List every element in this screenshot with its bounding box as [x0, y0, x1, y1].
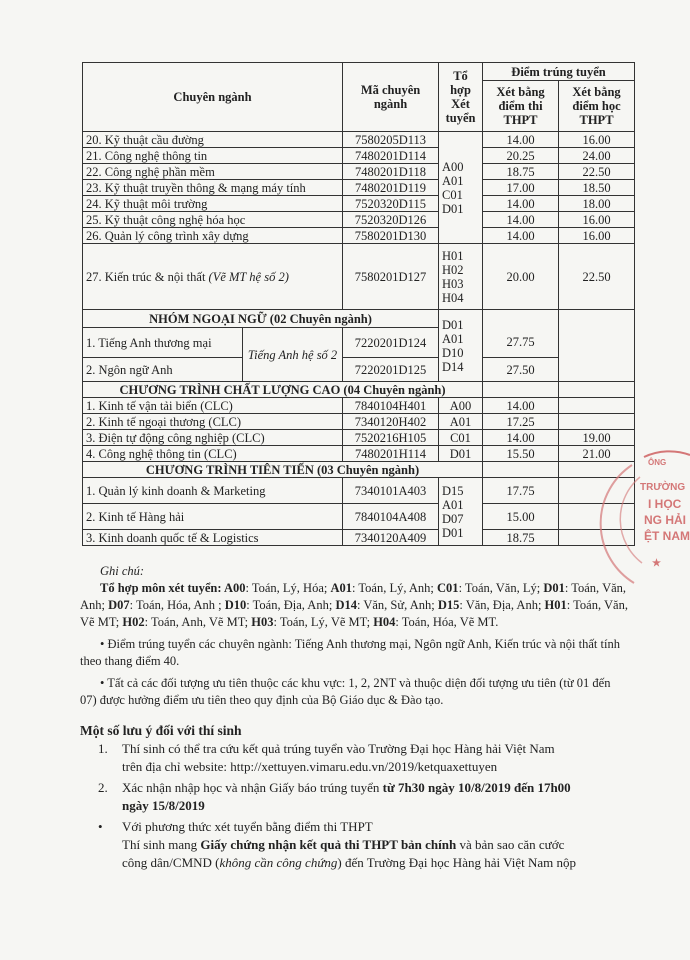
- score-hoc: 19.00: [559, 430, 635, 446]
- major-name: 25. Kỹ thuật công nghệ hóa học: [83, 212, 343, 228]
- major-code: 7480201D114: [343, 148, 439, 164]
- major-code: 7580205D113: [343, 132, 439, 148]
- item-italic-text: không cần công chứng: [219, 855, 338, 870]
- score-hoc: 18.50: [559, 180, 635, 196]
- combo-value: : Toán, Lý, Anh;: [352, 581, 438, 595]
- combo-cell: [439, 244, 483, 310]
- score-thi: 18.75: [483, 530, 559, 546]
- note-bullet: • Tất cả các đối tượng ưu tiên thuộc các khu vực: 1, 2, 2NT và thuộc diện đối tượng ưu tiên (từ 01 đến 07) được hưởng điểm ưu tiên theo quy định của Bộ Giáo dục & Đào tạo.: [80, 676, 611, 707]
- combo-key: D15: [437, 598, 460, 612]
- major-name: 2. Ngôn ngữ Anh: [83, 358, 243, 382]
- bullet: •: [98, 819, 103, 834]
- combo-code: H03: [442, 276, 464, 291]
- major-code: 7840104H401: [343, 398, 439, 414]
- item-text: công dân/CMND (: [122, 855, 220, 870]
- item-text: và bản sao căn cước: [456, 837, 565, 852]
- major-name: 20. Kỹ thuật cầu đường: [83, 132, 343, 148]
- group-heading-clc: CHƯƠNG TRÌNH CHẤT LƯỢNG CAO (04 Chuyên ngành): [83, 382, 483, 398]
- score-thi: 14.00: [483, 228, 559, 244]
- combo-code: D14: [442, 359, 464, 374]
- score-thi: 20.25: [483, 148, 559, 164]
- combo-code: H01: [442, 248, 464, 263]
- note-bullet: • Điểm trúng tuyển các chuyên ngành: Tiếng Anh thương mại, Ngôn ngữ Anh, Kiến trúc và nội thất tính theo thang điểm 40.: [80, 637, 620, 668]
- combo-code: C01: [439, 430, 483, 446]
- major-code: 7220201D125: [343, 358, 439, 382]
- item-bold-text: từ 7h30 ngày 10/8/2019 đến 17h00: [382, 780, 571, 795]
- list-item: [80, 779, 640, 815]
- score-hoc: 18.00: [559, 196, 635, 212]
- header-combo: Tổ hợp Xét tuyển: [439, 63, 483, 132]
- combo-code: D01: [442, 525, 464, 540]
- score-hoc: 21.00: [559, 446, 635, 462]
- score-thi: 15.00: [483, 504, 559, 530]
- language-note: Tiếng Anh hệ số 2: [243, 328, 343, 382]
- score-thi: 14.00: [483, 132, 559, 148]
- combo-cell: [439, 132, 483, 244]
- item-bold-text: Giấy chứng nhận kết quả thi THPT bản chính: [200, 837, 457, 852]
- major-name: 1. Quản lý kinh doanh & Marketing: [83, 478, 343, 504]
- major-code: 7520216H105: [343, 430, 439, 446]
- star-icon: ★: [652, 558, 661, 569]
- score-thi: 20.00: [483, 244, 559, 310]
- combo-key: D10: [224, 598, 247, 612]
- major-name: 23. Kỹ thuật truyền thông & mạng máy tính: [83, 180, 343, 196]
- item-text: Thí sinh có thể tra cứu kết quả trúng tuyển vào Trường Đại học Hàng hải Việt Nam: [122, 741, 555, 756]
- header-score-thi: Xét bằng điểm thi THPT: [483, 81, 559, 132]
- score-thi: 27.75: [483, 328, 559, 358]
- notes-section: [80, 563, 630, 709]
- major-code: 7220201D124: [343, 328, 439, 358]
- major-name: 4. Công nghệ thông tin (CLC): [83, 446, 343, 462]
- combo-value: : Văn, Địa, Anh;: [459, 598, 545, 612]
- combo-code: A01: [442, 173, 464, 188]
- major-name: 2. Kinh tế ngoại thương (CLC): [83, 414, 343, 430]
- combo-code: D07: [442, 511, 464, 526]
- combo-key: C01: [437, 581, 459, 595]
- combo-value: : Toán, Hóa, Anh ;: [129, 598, 225, 612]
- score-hoc: 16.00: [559, 212, 635, 228]
- combo-key: D01: [543, 581, 565, 595]
- major-name: [83, 244, 343, 310]
- score-hoc: 16.00: [559, 132, 635, 148]
- list-item: [80, 740, 640, 776]
- combo-value: : Toán, Lý, Hóa;: [245, 581, 331, 595]
- combo-code: A00: [439, 398, 483, 414]
- header-major: Chuyên ngành: [83, 63, 343, 132]
- score-thi: 17.00: [483, 180, 559, 196]
- major-name: 26. Quản lý công trình xây dựng: [83, 228, 343, 244]
- paragraph: [80, 836, 640, 872]
- combo-key: A00: [223, 581, 246, 595]
- combo-value: : Toán, Văn, Lý;: [458, 581, 544, 595]
- stamp-text: ÔNG: [648, 458, 667, 467]
- score-hoc: 22.50: [559, 164, 635, 180]
- combo-code: D01: [442, 317, 464, 332]
- list-number: 2.: [98, 780, 108, 795]
- stamp-text: I HỌC: [648, 497, 682, 511]
- major-name: 3. Kinh doanh quốc tế & Logistics: [83, 530, 343, 546]
- combo-cell: [439, 310, 483, 382]
- major-name: 21. Công nghệ thông tin: [83, 148, 343, 164]
- combo-code: A01: [439, 414, 483, 430]
- major-name: 24. Kỹ thuật môi trường: [83, 196, 343, 212]
- major-code: 7340120A409: [343, 530, 439, 546]
- combo-code: A01: [442, 497, 464, 512]
- header-score: Điểm trúng tuyển: [483, 63, 635, 81]
- combo-code: A00: [442, 159, 464, 174]
- combo-key: H03: [251, 615, 274, 629]
- score-hoc: 24.00: [559, 148, 635, 164]
- major-code: 7340120H402: [343, 414, 439, 430]
- major-code: 7520320D115: [343, 196, 439, 212]
- score-thi: 14.00: [483, 212, 559, 228]
- combo-key: D07: [108, 598, 130, 612]
- combo-code: H04: [442, 290, 464, 305]
- score-thi: 17.75: [483, 478, 559, 504]
- combo-key: D14: [335, 598, 357, 612]
- combo-value: : Toán, Hóa, Vẽ MT.: [395, 615, 499, 629]
- score-hoc: 16.00: [559, 228, 635, 244]
- score-thi: 14.00: [483, 430, 559, 446]
- combo-legend: [80, 580, 630, 631]
- major-code: 7480201H114: [343, 446, 439, 462]
- empty-cell: [559, 310, 635, 382]
- combo-key: H04: [373, 615, 396, 629]
- combo-code: D15: [442, 483, 464, 498]
- list-item: [80, 818, 640, 836]
- admission-score-table: [82, 62, 635, 546]
- list-number: 1.: [98, 741, 108, 756]
- combo-code: D10: [442, 345, 464, 360]
- score-thi: 14.00: [483, 196, 559, 212]
- combo-code: A01: [442, 331, 464, 346]
- score-thi: 18.75: [483, 164, 559, 180]
- major-name: 3. Điện tự động công nghiệp (CLC): [83, 430, 343, 446]
- item-text: Xác nhận nhập học và nhận Giấy báo trúng tuyển: [122, 780, 383, 795]
- header-code: Mã chuyên ngành: [343, 63, 439, 132]
- major-code: 7340101A403: [343, 478, 439, 504]
- major-code: 7520320D126: [343, 212, 439, 228]
- major-name: 22. Công nghệ phần mềm: [83, 164, 343, 180]
- major-code: 7840104A408: [343, 504, 439, 530]
- item-bold-text: ngày 15/8/2019: [122, 798, 205, 813]
- student-notes-section: [80, 722, 640, 872]
- arch-name: 27. Kiến trúc & nội thất: [86, 269, 209, 284]
- major-name: 1. Kinh tế vận tải biển (CLC): [83, 398, 343, 414]
- score-thi: 14.00: [483, 398, 559, 414]
- combo-value: : Toán, Văn, Vẽ MT;: [80, 598, 628, 629]
- combo-code: D01: [439, 446, 483, 462]
- header-score-hoc: Xét bằng điểm học THPT: [559, 81, 635, 132]
- score-thi: 17.25: [483, 414, 559, 430]
- combo-code: C01: [442, 187, 463, 202]
- item-text: Thí sinh mang: [122, 837, 201, 852]
- major-code: 7480201D119: [343, 180, 439, 196]
- combo-cell: [439, 478, 483, 546]
- major-code: 7580201D127: [343, 244, 439, 310]
- combo-value: : Toán, Địa, Anh;: [246, 598, 336, 612]
- score-thi: 27.50: [483, 358, 559, 382]
- combo-value: : Văn, Sử, Anh;: [356, 598, 438, 612]
- stamp-text: ỆT NAM: [644, 529, 690, 543]
- score-hoc: [559, 414, 635, 430]
- major-name: 1. Tiếng Anh thương mại: [83, 328, 243, 358]
- notes-title: Ghi chú:: [100, 564, 145, 578]
- combo-value: : Toán, Văn, Anh;: [80, 581, 627, 612]
- major-code: 7580201D130: [343, 228, 439, 244]
- item-text: ) đến Trường Đại học Hàng hải Việt Nam nộp: [337, 855, 576, 870]
- stamp-text: TRƯỜNG: [640, 482, 686, 493]
- combo-key: A01: [330, 581, 353, 595]
- score-hoc: 22.50: [559, 244, 635, 310]
- score-hoc: [559, 398, 635, 414]
- combo-legend-title: Tổ hợp môn xét tuyển:: [100, 581, 224, 595]
- group-heading-advanced: CHƯƠNG TRÌNH TIÊN TIẾN (03 Chuyên ngành): [83, 462, 483, 478]
- item-text: trên địa chỉ website: http://xettuyen.vimaru.edu.vn/2019/ketquaxettuyen: [122, 759, 498, 774]
- major-code: 7480201D118: [343, 164, 439, 180]
- score-thi: 15.50: [483, 446, 559, 462]
- combo-key: H01: [544, 598, 567, 612]
- arch-note: (Vẽ MT hệ số 2): [208, 269, 289, 284]
- group-heading-language: NHÓM NGOẠI NGỮ (02 Chuyên ngành): [83, 310, 439, 328]
- combo-code: D01: [442, 201, 464, 216]
- section-title: Một số lưu ý đối với thí sinh: [80, 723, 242, 738]
- item-text: Với phương thức xét tuyển bằng điểm thi THPT: [122, 819, 373, 834]
- combo-key: H02: [122, 615, 145, 629]
- red-seal-stamp: [630, 455, 690, 590]
- combo-value: : Toán, Lý, Vẽ MT;: [273, 615, 374, 629]
- combo-value: : Toán, Anh, Vẽ MT;: [144, 615, 252, 629]
- stamp-text: NG HẢI: [644, 513, 686, 527]
- combo-code: H02: [442, 262, 464, 277]
- major-name: 2. Kinh tế Hàng hải: [83, 504, 343, 530]
